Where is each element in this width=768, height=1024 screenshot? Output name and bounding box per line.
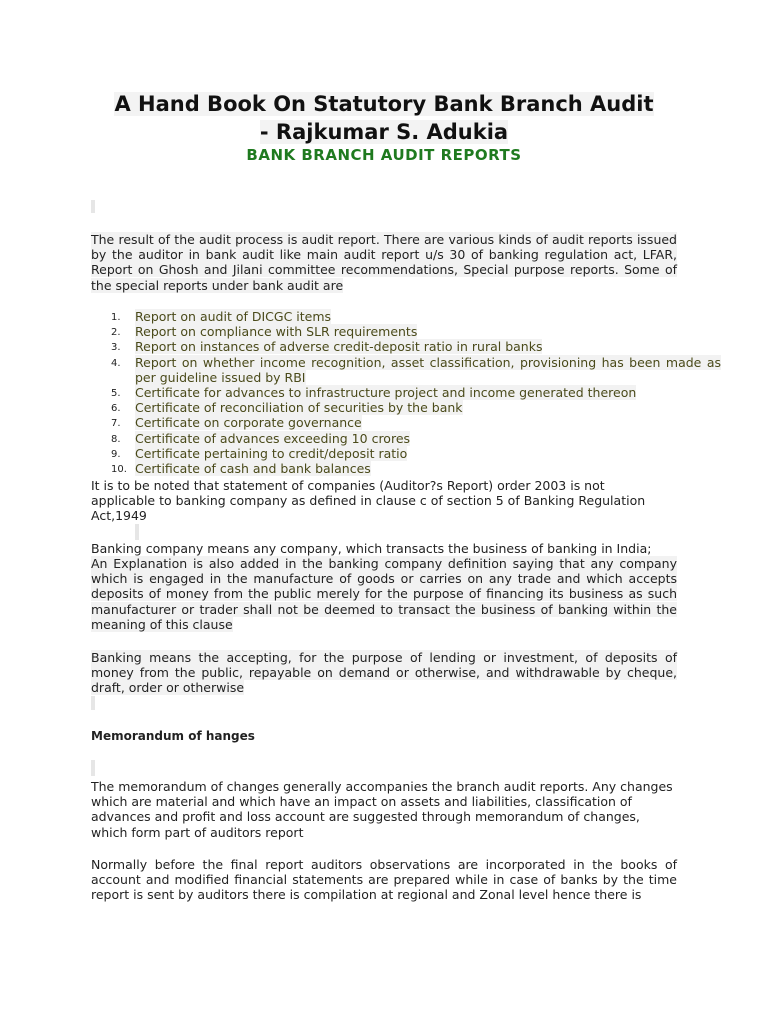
section-subtitle: BANK BRANCH AUDIT REPORTS	[246, 146, 522, 164]
memorandum-text: The memorandum of changes generally accompanies the branch audit reports. Any changes which are material and which have an impact on assets and liabilities, classification of advances and profit and loss account are suggested through memorandum of changes, which form part of auditors report	[91, 779, 673, 840]
list-item: Report on instances of adverse credit-deposit ratio in rural banks	[135, 339, 543, 355]
intro-text: The result of the audit process is audit report. There are various kinds of audit reports issued by the auditor in bank audit like main audit report u/s 30 of banking regulation act, LFAR, Report on Ghosh and Jilani committee recommendations, Special purpose reports. Some of the special reports under bank audit are	[91, 232, 677, 293]
banking-definition-paragraph	[91, 650, 677, 696]
banking-company-line	[91, 541, 677, 556]
margin-marker	[91, 200, 95, 213]
final-text: Normally before the final report auditors observations are incorporated in the books of account and modified financial statements are prepared while in case of banks by the time report is sent by auditors there is compilation at regional and Zonal level hence there is	[91, 857, 677, 903]
title-line-1: A Hand Book On Statutory Bank Branch Audit	[114, 92, 654, 116]
final-paragraph	[91, 857, 677, 903]
title-line-2: - Rajkumar S. Adukia	[259, 120, 509, 144]
list-item: Report on compliance with SLR requirements	[135, 324, 418, 340]
banking-definition-text: Banking means the accepting, for the purpose of lending or investment, of deposits of money from the public, repayable on demand or otherwise, and withdrawable by cheque, draft, order or otherwise	[91, 650, 677, 696]
margin-marker	[135, 524, 139, 540]
banking-company-text: Banking company means any company, which transacts the business of banking in India;	[91, 541, 652, 556]
list-item: Certificate on corporate governance	[135, 415, 362, 431]
list-item: Certificate of advances exceeding 10 crores	[135, 430, 411, 446]
caro-note-paragraph	[91, 478, 651, 524]
document-title	[60, 90, 708, 146]
memorandum-paragraph	[91, 779, 677, 840]
margin-marker	[91, 760, 95, 776]
list-item: Report on whether income recognition, asset classification, provisioning has been made as per guideline issued by RBI	[135, 354, 721, 385]
explanation-text: An Explanation is also added in the banking company definition saying that any company which is engaged in the manufacture of goods or carries on any trade and which accepts deposits of money from the public merely for the purpose of financing its business as such manufacturer or trader shall not be deemed to transact the business of banking within the meaning of this clause	[91, 556, 677, 632]
margin-marker	[91, 696, 95, 710]
list-item: Certificate of cash and bank balances	[135, 461, 371, 477]
list-item: Certificate pertaining to credit/deposit ratio	[135, 445, 408, 461]
memorandum-heading: Memorandum of hanges	[91, 729, 255, 743]
list-item: Certificate for advances to infrastructure project and income generated thereon	[135, 385, 637, 401]
caro-note-text: It is to be noted that statement of companies (Auditor?s Report) order 2003 is not applicable to banking company as defined in clause c of section 5 of Banking Regulation Act,1949	[91, 478, 646, 524]
list-item: Report on audit of DICGC items	[135, 309, 332, 324]
explanation-paragraph	[91, 556, 677, 632]
special-reports-list	[91, 309, 721, 476]
list-item: Certificate of reconciliation of securities by the bank	[135, 400, 463, 416]
intro-paragraph	[91, 232, 677, 293]
